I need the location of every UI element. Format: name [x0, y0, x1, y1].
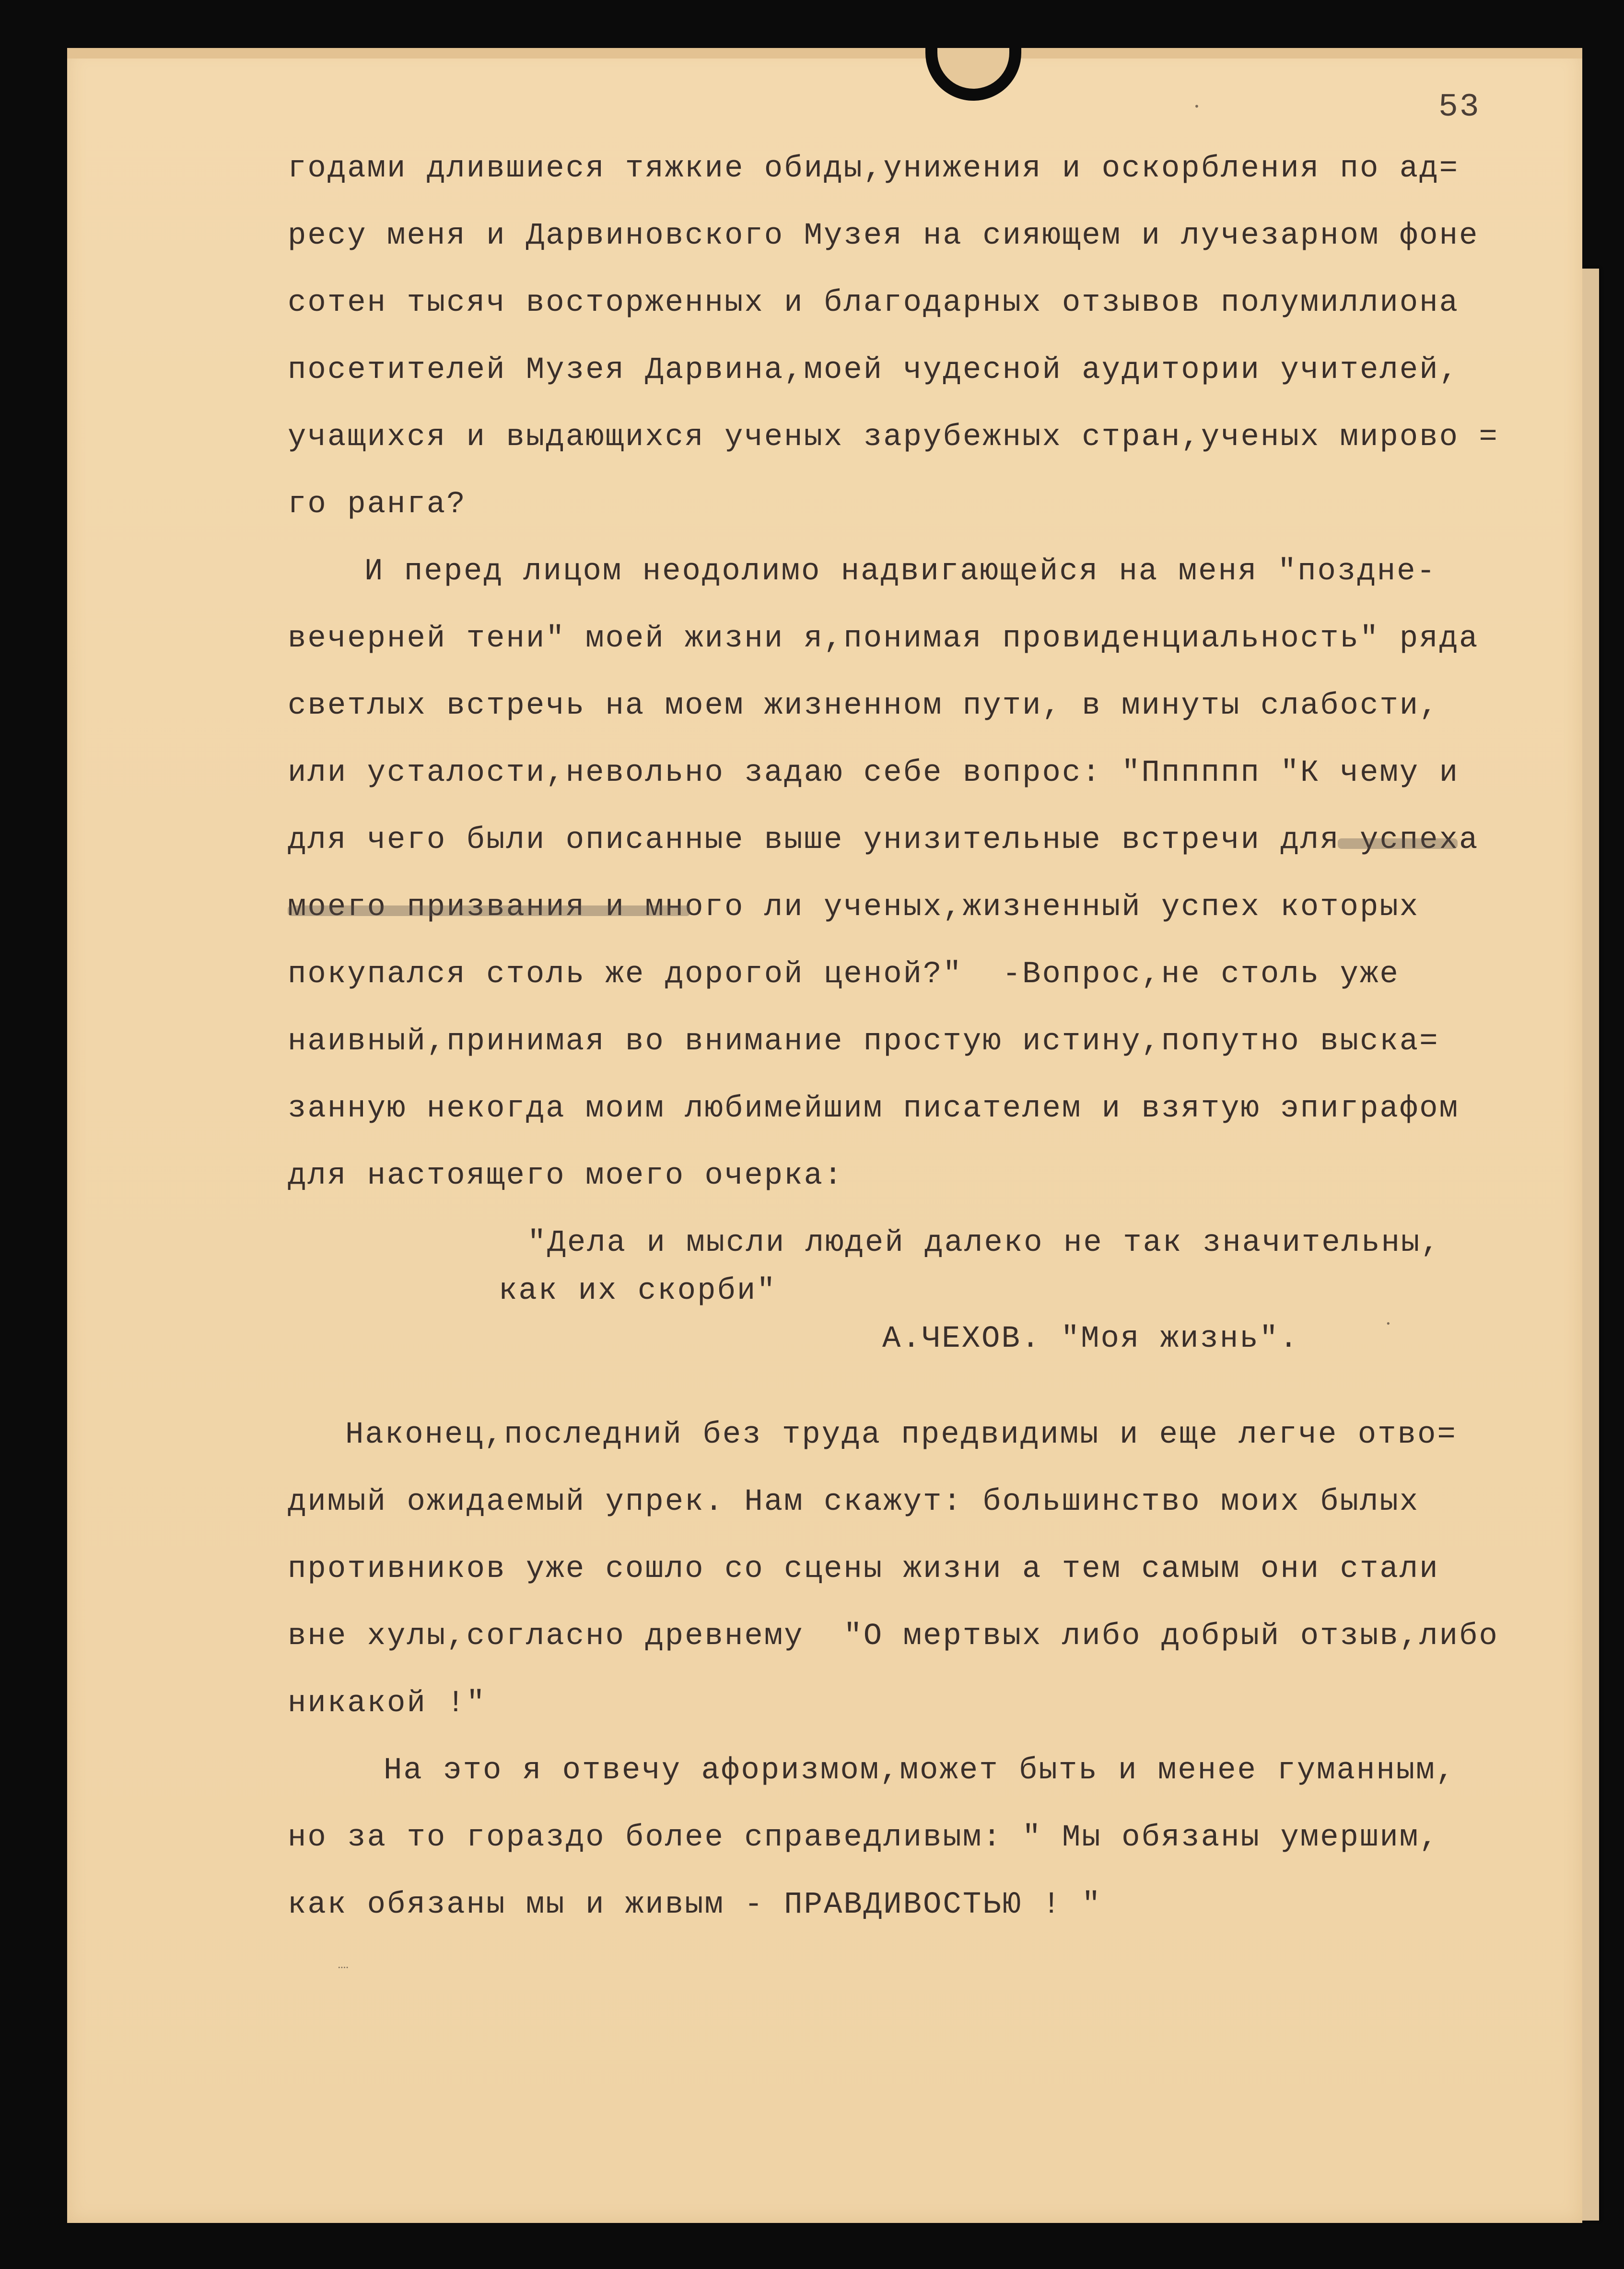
text-line: И перед лицом неодолимо надвигающейся на меня "поздне-: [364, 554, 1437, 589]
paper-speck: •: [1386, 1319, 1391, 1329]
text-line: моего призвания и много ли ученых,жизненный успех которых: [288, 890, 1420, 925]
text-line: но за то гораздо более справедливым: " Мы обязаны умершим,: [288, 1821, 1439, 1855]
text-line: вечерней тени" моей жизни я,понимая провиденциальность" ряда: [288, 622, 1479, 656]
text-line: или усталости,невольно задаю себе вопрос: "Пппппп "К чему и: [288, 756, 1459, 790]
text-line: посетителей Музея Дарвина,моей чудесной аудитории учителей,: [288, 353, 1459, 388]
paper-speck: ᠁: [336, 1963, 348, 1975]
epigraph-attribution: А.ЧЕХОВ. "Моя жизнь".: [882, 1322, 1299, 1356]
paper-speck: •: [1194, 101, 1200, 112]
text-line: покупался столь же дорогой ценой?" -Вопрос,не столь уже: [288, 957, 1400, 992]
text-line: вне хулы,согласно древнему "О мертвых либо добрый отзыв,либо: [288, 1619, 1499, 1654]
text-line: годами длившиеся тяжкие обиды,унижения и оскорбления по ад=: [288, 152, 1459, 186]
text-line: как обязаны мы и живым - ПРАВДИВОСТЬЮ ! ": [288, 1888, 1102, 1922]
text-line: сотен тысяч восторженных и благодарных отзывов полумиллиона: [288, 286, 1459, 320]
text-line: для чего были описанные выше унизительные встречи для успеха: [288, 823, 1479, 858]
epigraph-line: как их скорби": [499, 1274, 777, 1308]
text-line: наивный,принимая во внимание простую истину,попутно выска=: [288, 1024, 1439, 1059]
text-line: учащихся и выдающихся ученых зарубежных стран,ученых мирово =: [288, 420, 1499, 455]
text-line: Наконец,последний без труда предвидимы и еще легче отво=: [345, 1418, 1457, 1452]
text-line: занную некогда моим любимейшим писателем и взятую эпиграфом: [288, 1092, 1459, 1126]
text-line: На это я отвечу афоризмом,может быть и менее гуманным,: [384, 1753, 1456, 1788]
text-line: светлых встречь на моем жизненном пути, в минуты слабости,: [288, 689, 1439, 723]
strikethrough-mark: [288, 905, 690, 916]
text-line: ресу меня и Дарвиновского Музея на сияющем и лучезарном фоне: [288, 219, 1479, 253]
text-line: для настоящего моего очерка:: [288, 1159, 844, 1193]
text-line: никакой !": [288, 1686, 487, 1721]
text-line: димый ожидаемый упрек. Нам скажут: большинство моих былых: [288, 1485, 1420, 1519]
text-line: го ранга?: [288, 487, 467, 522]
typewritten-page: [67, 48, 1582, 2223]
text-line: противников уже сошло со сцены жизни а тем самым они стали: [288, 1552, 1439, 1587]
epigraph-line: "Дела и мысли людей далеко не так значительны,: [527, 1226, 1441, 1260]
page-top-edge: [67, 48, 1582, 59]
strikethrough-mark: [1338, 838, 1458, 849]
page-number: 53: [1438, 89, 1481, 126]
